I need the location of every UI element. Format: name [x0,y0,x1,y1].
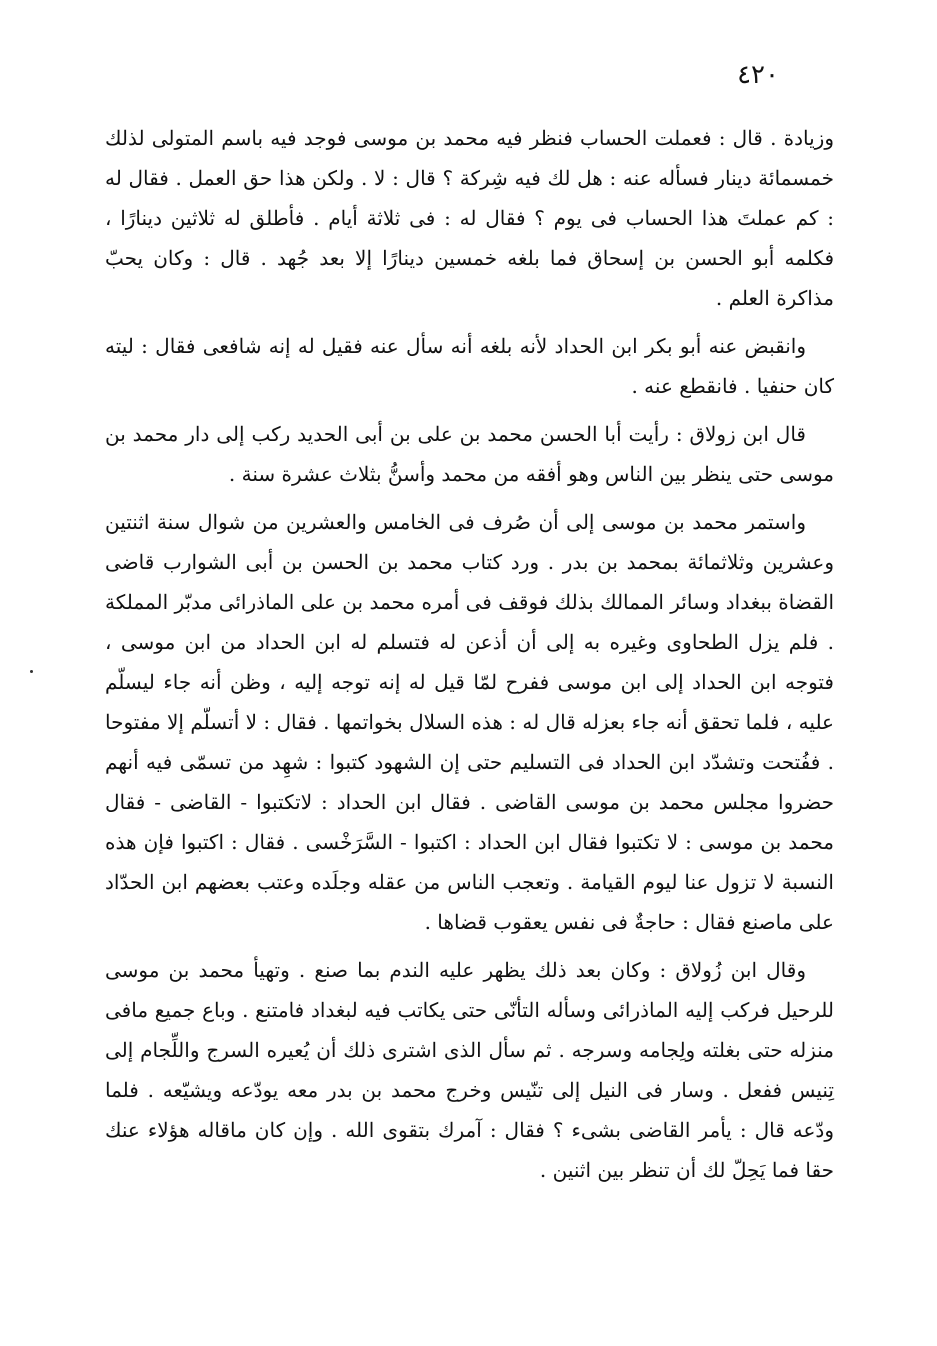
paragraph-3: قال ابن زولاق : رأيت أبا الحسن محمد بن على بن أبى الحديد ركب إلى دار محمد بن موسى حتى ينظر بين الناس وهو أفقه من محمد وأسنُّ بثلاث عشرة سنة . [105,422,834,486]
page-number: ٤٢٠ [737,60,779,90]
paragraph-1: وزيادة . قال : فعملت الحساب فنظر فيه محمد بن موسى فوجد فيه باسم المتولى لذلك خمسمائة دينار فسأله عنه : هل لك فيه شِركة ؟ قال : لا . ولكن هذا حق العمل . فقال له : كم عملتَ هذا الحساب فى يوم ؟ فقال له : فى ثلاثة أيام . فأطلق له ثلاثين دينارًا ، فكلمه أبو الحسن بن إسحاق فما بلغه خمسين دينارًا إلا بعد جُهد . قال : وكان يحبّ مذاكرة العلم . [105,126,834,310]
body-text [105,118,834,1198]
paragraph-4: واستمر محمد بن موسى إلى أن صُرف فى الخامس والعشرين من شوال سنة اثنتين وعشرين وثلاثمائة بمحمد بن بدر . ورد كتاب محمد بن الحسن بن أبى الشوارب قاضى القضاة ببغداد وسائر الممالك بذلك فوقف فى أمره محمد بن على الماذرائى مدبّر المملكة . فلم يزل الطحاوى وغيره به إلى أن أذعن له فتسلم له ابن الحداد من ابن موسى ، فتوجه ابن الحداد إلى ابن موسى ففرح لمّا قيل له إنه توجه إليه ، وظن أنه جاء ليسلّم عليه ، فلما تحقق أنه جاء بعزله قال له : هذه السلال بخواتمها . فقال : لا أتسلّم إلا مفتوحا . ففُتحت وتشدّد ابن الحداد فى التسليم حتى إن الشهود كتبوا : شهِد من تسمّى فيه أنهم حضروا مجلس محمد بن موسى القاضى . فقال ابن الحداد : لاتكتبوا - القاضى - فقال محمد بن موسى : لا تكتبوا فقال ابن الحداد : اكتبوا - السَّرَخْسى . فقال : اكتبوا فإن هذه النسبة لا تزول عنا ليوم القيامة . وتعجب الناس من عقله وجلَده وعتب بعضهم ابن الحدّاد على ماصنع فقال : حاجةٌ فى نفس يعقوب قضاها . [105,510,834,934]
paragraph-5: وقال ابن زُولاق : وكان بعد ذلك يظهر عليه الندم بما صنع . وتهيأ محمد بن موسى للرحيل فركب إليه الماذرائى وسأله التأنّى حتى يكاتب فيه لبغداد فامتنع . وباع جميع مافى منزله حتى بغلته ولِجامه وسرجه . ثم سأل الذى اشترى ذلك أن يُعيره السرج واللِّجام إلى تِنيس ففعل . وسار فى النيل إلى تنّيس وخرج محمد بن بدر معه يودّعه ويشيّعه . فلما ودّعه قال : يأمر القاضى بشىء ؟ فقال : آمرك بتقوى الله . وإن كان ماقاله هؤلاء عنك حقا فما يَحِلّ لك أن تنظر بين اثنين . [105,958,834,1182]
scan-speck [30,670,33,673]
paragraph-2: وانقبض عنه أبو بكر ابن الحداد لأنه بلغه أنه سأل عنه فقيل له إنه شافعى فقال : ليته كان حنفيا . فانقطع عنه . [105,334,834,398]
